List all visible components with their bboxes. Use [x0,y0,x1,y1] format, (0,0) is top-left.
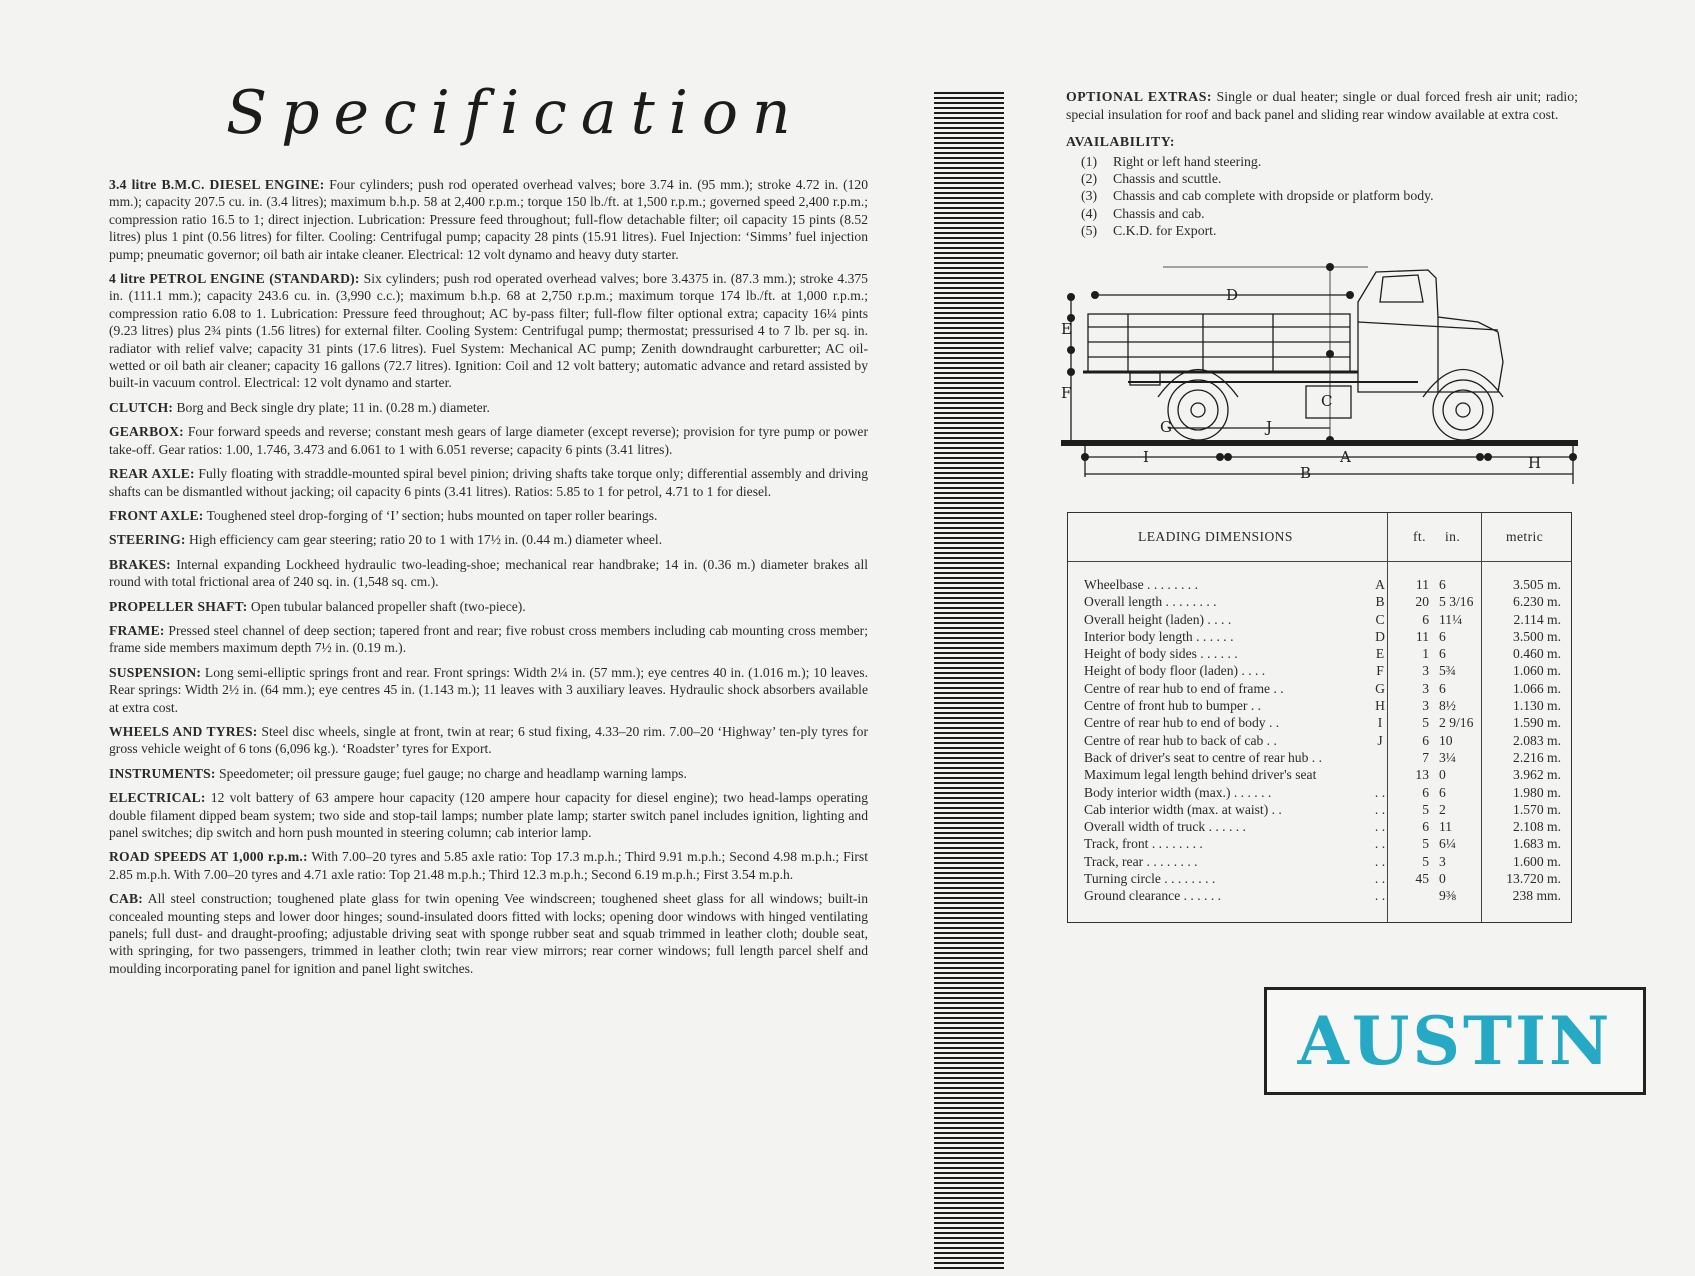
col-header-ft: ft. [1413,529,1426,544]
dimension-letter: C [1375,611,1385,627]
dimension-name: Body interior width (max.) . . . . . . [1084,784,1272,800]
dimension-in: 0 [1439,871,1446,887]
dimension-ft: 5 [1422,836,1429,852]
dimension-in: 10 [1439,732,1453,748]
spec-label: BRAKES: [109,556,171,572]
dimension-name: Maximum legal length behind driver's seat [1084,767,1317,783]
table-row [1084,697,1571,714]
dimension-name: Wheelbase . . . . . . . . [1084,577,1199,592]
col-header-metric: metric [1506,529,1544,544]
table-row [1084,576,1571,593]
logo-text: AUSTIN [1297,1002,1613,1080]
spec-item [109,765,868,782]
spec-label: 3.4 litre B.M.C. DIESEL ENGINE: [109,177,325,192]
spec-item [109,598,868,615]
availability-item [1081,170,1578,187]
dimension-in: 5 3/16 [1439,594,1474,610]
dimension-ft: 6 [1422,732,1429,748]
leading-dimensions-table [1067,512,1572,923]
spec-item [109,664,868,716]
dimension-ft: 6 [1422,819,1429,835]
spec-text: Six cylinders; push rod operated overhead valves; bore 3.4375 in. (87.3 mm.); stroke 4.375 in. (111.1 mm.); capacity 243.6 cu. in. (3,990 c.c.); maximum b.h.p. 68 at 2,750 r.p.m.; maximum torque 174 lb./ft. at 1,000 r.p.m.; compression ratio 6.08 to 1. Lubrication: Pressure feed throughout; AC by-pass filter; full-flow filter optional extra; capacity 16¼ pints (9.23 litres) plus 2¾ pints (1.56 litres) for external filter. Cooling System: Centrifugal pump; thermostat; pressurised 4 to 7 lb. per sq. in. radiator with relief valve; capacity 31 pints (17.6 litres). Fuel System: Mechanical AC pump; Zenith downdraught carburetter; AC oil-wetted or oil bath air cleaner; capacity 16 gallons (72.7 litres). Ignition: Coil and 12 volt battery; automatic advance and retard assisted by built-in vacuum control. Electrical: 12 volt dynamo and starter. [109,271,868,391]
spec-label: REAR AXLE: [109,466,195,482]
table-row [1084,835,1571,852]
availability-number: (4) [1081,205,1098,221]
dimension-letter: J [1377,732,1383,748]
spec-text: Open tubular balanced propeller shaft (two-piece). [247,598,526,614]
availability-number: (1) [1081,153,1098,169]
diagram-label-h: H [1528,454,1542,472]
dimension-letter: F [1376,663,1384,679]
availability-text: C.K.D. for Export. [1113,223,1217,239]
dimension-name: Interior body length . . . . . . [1084,628,1234,644]
optional-extras-text: Single or dual heater; single or dual forced fresh air unit; radio; special insulation for roof and back panel and sliding rear window available at extra cost. [1066,89,1579,122]
striped-divider [934,92,1004,1270]
dimension-metric: 1.590 m. [1513,715,1561,731]
dimension-letter: E [1375,646,1385,662]
table-row [1084,784,1571,801]
table-row [1084,766,1571,783]
availability-item [1081,205,1578,222]
spec-item [109,531,868,548]
dimension-letter: D [1375,628,1385,644]
diagram-label-b: B [1300,464,1312,482]
availability-text: Chassis and scuttle. [1113,170,1222,186]
table-body [1084,576,1571,905]
dimension-metric: 2.114 m. [1513,611,1561,627]
dimension-in: 6 [1439,577,1446,592]
availability-text: Chassis and cab. [1113,205,1205,221]
dimension-name: Centre of front hub to bumper . . [1084,698,1262,714]
dimension-metric: 1.980 m. [1513,784,1561,800]
spec-label: ELECTRICAL: [109,790,206,806]
dimension-ft: 1 [1422,646,1429,662]
spec-item [109,399,868,416]
spec-label: INSTRUMENTS: [109,765,216,781]
spec-text: Borg and Beck single dry plate; 11 in. (0.28 m.) diameter. [173,399,490,415]
dimension-name: Back of driver's seat to centre of rear hub . . [1084,749,1322,765]
dimension-ft: 45 [1415,871,1429,887]
page-title: Specification [226,78,805,148]
table-row [1084,645,1571,662]
spec-label: CLUTCH: [109,399,174,415]
dimension-ft: 3 [1422,680,1429,696]
spec-label: ROAD SPEEDS AT 1,000 r.p.m.: [109,849,308,865]
right-column [1066,88,1578,240]
dimension-name: Centre of rear hub to back of cab . . [1084,732,1277,748]
spec-label: 4 litre PETROL ENGINE (STANDARD): [109,271,360,287]
diagram-label-g: G [1160,418,1172,436]
spec-text: High efficiency cam gear steering; ratio 20 to 1 with 17½ in. (0.44 m.) diameter wheel. [185,532,663,548]
dimension-name: Centre of rear hub to end of frame . . [1084,680,1284,696]
diagram-label-j: J [1266,418,1273,436]
dimension-metric: 1.060 m. [1513,663,1561,679]
dimension-ft: 6 [1422,611,1429,627]
dimension-metric: 13.720 m. [1506,871,1561,887]
table-row [1084,714,1571,731]
dimension-in: 11 [1439,819,1453,835]
dimension-letter: . . [1374,801,1386,817]
dimension-metric: 1.600 m. [1513,853,1561,869]
dimension-letter: . . [1374,819,1386,835]
dimension-in: 3 [1439,853,1446,869]
spec-item [109,556,868,591]
dimension-in: 6¼ [1439,836,1456,852]
availability-item [1081,153,1578,170]
spec-text: 12 volt battery of 63 ampere hour capacity (120 ampere hour capacity for diesel engine); two head-lamps operating double filament dipped beam system; two side and stop-tail lamps; number plate lamp; starter switch panel includes ignition, lighting and panel switches; dip switch and horn push mounted in steering column; cab interior lamp. [109,790,868,840]
spec-text: Internal expanding Lockheed hydraulic two-leading-shoe; mechanical rear handbrake; 14 in. (0.36 m.) diameter brakes all round with total frictional area of 240 sq. in. (1,548 sq. cm.). [109,556,868,590]
availability-text: Right or left hand steering. [1113,153,1262,169]
optional-extras [1066,88,1578,123]
table-row [1084,870,1571,887]
dimension-name: Overall width of truck . . . . . . [1084,819,1246,835]
table-row [1084,818,1571,835]
spec-item [109,622,868,657]
spec-label: CAB: [109,891,144,907]
austin-logo [1264,987,1646,1095]
dimension-ft: 20 [1415,594,1429,610]
dimension-name: Overall height (laden) . . . . [1084,611,1232,627]
spec-label: WHEELS AND TYRES: [109,723,258,739]
availability-number: (3) [1081,188,1098,204]
dimension-in: 6 [1439,628,1446,644]
dimension-metric: 1.683 m. [1513,836,1561,852]
dimension-metric: 2.108 m. [1513,819,1561,835]
dimension-ft: 5 [1422,801,1429,817]
diagram-label-a: A [1340,448,1351,466]
table-row [1084,680,1571,697]
availability-text: Chassis and cab complete with dropside or platform body. [1113,188,1434,204]
spec-label: STEERING: [109,532,186,548]
col-header-in: in. [1445,529,1461,544]
spec-text: Pressed steel channel of deep section; tapered front and rear; five robust cross members including cab mounting cross member; frame side members maximum depth 7½ in. (0.19 m.). [109,622,868,656]
diagram-label-c: C [1321,392,1333,410]
dimension-ft: 11 [1415,577,1429,592]
spec-label: GEARBOX: [109,424,184,440]
dimension-name: Height of body sides . . . . . . [1084,646,1238,662]
spec-label: PROPELLER SHAFT: [109,598,248,614]
availability-number: (2) [1081,170,1098,186]
dimension-letter: G [1375,680,1385,696]
dimension-metric: 6.230 m. [1513,594,1561,610]
dimension-name: Cab interior width (max. at waist) . . [1084,801,1282,817]
dimension-ft: 6 [1422,784,1429,800]
spec-item [109,465,868,500]
dimension-in: 5¾ [1439,663,1456,679]
dimension-in: 2 [1439,801,1446,817]
spec-label: SUSPENSION: [109,664,202,680]
dimension-in: 6 [1439,680,1446,696]
dimension-ft: 7 [1422,749,1429,765]
dimension-name: Height of body floor (laden) . . . . [1084,663,1266,679]
availability-title: AVAILABILITY: [1066,134,1176,149]
spec-text: Four forward speeds and reverse; constant mesh gears of large diameter (except reverse); provision for tyre pump or power take-off. Gear ratios: 1.00, 1.746, 3.473 and 6.061 to 1 with 6.051 reverse; capacity 6 pints (3.41 litres). [109,424,868,457]
dimension-in: 6 [1439,784,1446,800]
diagram-label-i: I [1143,448,1149,466]
spec-label: FRAME: [109,622,165,638]
table-row [1084,887,1571,904]
table-row [1084,611,1571,628]
spec-item [109,789,868,841]
table-row [1084,732,1571,749]
spec-item [109,423,868,458]
dimension-in: 0 [1439,767,1446,783]
dimension-name: Overall length . . . . . . . . [1084,594,1217,610]
spec-text: Long semi-elliptic springs front and rear. Front springs: Width 2¼ in. (57 mm.); eye centres 40 in. (1.016 m.); 10 leaves. Rear springs: Width 2½ in. (64 mm.); eye centres 45 in. (1.143 m.); 11 leaves with 3 auxiliary leaves. Hydraulic shock absorbers available at extra cost. [109,664,868,715]
dimension-metric: 2.083 m. [1513,732,1561,748]
dimension-letter: A [1375,577,1385,592]
spec-item [109,270,868,392]
dimension-in: 9⅜ [1439,888,1456,904]
dimension-name: Turning circle . . . . . . . . [1084,871,1216,887]
dimension-letter: . . [1374,853,1386,869]
spec-text: Speedometer; oil pressure gauge; fuel gauge; no charge and headlamp warning lamps. [215,765,687,781]
dimension-letter: . . [1374,836,1386,852]
dimension-metric: 1.066 m. [1513,680,1561,696]
dimension-name: Ground clearance . . . . . . [1084,888,1222,904]
dimension-name: Track, front . . . . . . . . [1084,836,1203,852]
dimension-letter: . . [1374,871,1386,887]
dimension-name: Centre of rear hub to end of body . . [1084,715,1280,731]
specification-list [109,176,868,984]
spec-item [109,890,868,977]
spec-item [109,723,868,758]
availability-list [1081,153,1578,240]
spec-text: Steel disc wheels, single at front, twin at rear; 6 stud fixing, 4.33–20 rim. 7.00–20 ‘Highway’ ten-ply tyres for gross vehicle weight of 6 tons (6,096 kg.). ‘Roadster’ tyres for Export. [109,723,868,757]
dimension-in: 6 [1439,646,1446,662]
dimension-ft: 5 [1422,853,1429,869]
spec-item [109,507,868,524]
dimension-letter: . . [1374,784,1386,800]
spec-item [109,848,868,883]
truck-dimension-diagram [1058,262,1588,497]
dimension-metric: 2.216 m. [1513,749,1561,765]
spec-text: Fully floating with straddle-mounted spiral bevel pinion; driving shafts take torque only; differential assembly and driving shafts can be dismantled without jacking; oil capacity 6 pints (3.41 litres). Ratios: 5.85 to 1 for petrol, 4.71 to 1 for diesel. [109,466,868,499]
optional-extras-label: OPTIONAL EXTRAS: [1066,89,1212,104]
spec-label: FRONT AXLE: [109,507,204,523]
table-row [1084,749,1571,766]
table-header-rule [1068,561,1571,562]
dimension-metric: 238 mm. [1512,888,1561,904]
table-row [1084,801,1571,818]
availability-item [1081,187,1578,204]
dimension-ft: 11 [1415,628,1429,644]
dimension-ft: 3 [1422,698,1429,714]
dimension-ft: 13 [1415,767,1429,783]
table-row [1084,628,1571,645]
spec-item [109,176,868,263]
dimension-in: 11¼ [1439,611,1463,627]
availability-number: (5) [1081,223,1098,239]
dimension-metric: 1.570 m. [1513,801,1561,817]
dimension-letter: I [1377,715,1383,731]
dimension-letter: B [1375,594,1385,610]
spec-text: Toughened steel drop-forging of ‘I’ section; hubs mounted on taper roller bearings. [203,507,658,523]
dimension-letter: H [1375,698,1385,714]
spec-text: Four cylinders; push rod operated overhead valves; bore 3.74 in. (95 mm.); stroke 4.72 in. (120 mm.); capacity 207.5 cu. in. (3.4 litres); maximum b.h.p. 58 at 2,400 r.p.m.; torque 150 lb./ft. at 1,500 r.p.m.; governed speed 2,400 r.p.m.; compression ratio 16.5 to 1; direct injection. Lubrication: Pressure feed throughout; full-flow detachable filter; oil capacity 15 pints (8.52 litres) plus 1 pint (0.56 litres) for filter. Cooling: Centrifugal pump; capacity 28 pints (15.91 litres). Fuel Injection: ‘Simms’ fuel injection pump; pneumatic governor; oil bath air intake cleaner. Electrical: 12 volt dynamo and heavy duty starter. [109,177,868,262]
dimension-metric: 3.505 m. [1513,577,1561,592]
dimension-metric: 1.130 m. [1513,698,1561,714]
availability-item [1081,222,1578,239]
dimension-ft: 3 [1422,663,1429,679]
table-row [1084,853,1571,870]
spec-text: With 7.00–20 tyres and 5.85 axle ratio: Top 17.3 m.p.h.; Third 9.91 m.p.h.; Second 4.98 m.p.h.; First 2.85 m.p.h. With 7.00–20 tyres and 4.71 axle ratio: Top 21.48 m.p.h.; Third 12.3 m.p.h.; Second 6.19 m.p.h.; First 3.54 m.p.h. [109,849,868,882]
diagram-label-d: D [1226,286,1239,304]
dimension-in: 8½ [1439,698,1456,714]
dimension-metric: 0.460 m. [1513,646,1561,662]
dimension-metric: 3.962 m. [1513,767,1561,783]
table-row [1084,593,1571,610]
dimension-name: Track, rear . . . . . . . . [1084,853,1198,869]
spec-text: All steel construction; toughened plate glass for twin opening Vee windscreen; toughened sheet glass for all windows; built-in concealed mounting steps and lower door hinges; sound-insulated doors fitted with locks; opening door windows with hinged ventilating panels; full dust- and draught-proofing; adjustable driving seat with sponge rubber seat and squab trimmed in leather cloth; double seat, with springing, for two passengers, trimmed in leather cloth; twin rear view mirrors; rear corner windows; full length parcel shelf and moulding incorporating panel for ignition and panel light switches. [109,891,868,976]
diagram-label-e: E [1061,320,1072,338]
diagram-label-f: F [1061,384,1072,402]
dimension-in: 3¼ [1439,749,1456,765]
dimension-in: 2 9/16 [1439,715,1474,731]
table-row [1084,662,1571,679]
dimension-letter: . . [1374,888,1386,904]
table-title: LEADING DIMENSIONS [1138,529,1293,544]
dimension-metric: 3.500 m. [1513,628,1561,644]
dimension-ft: 5 [1422,715,1429,731]
